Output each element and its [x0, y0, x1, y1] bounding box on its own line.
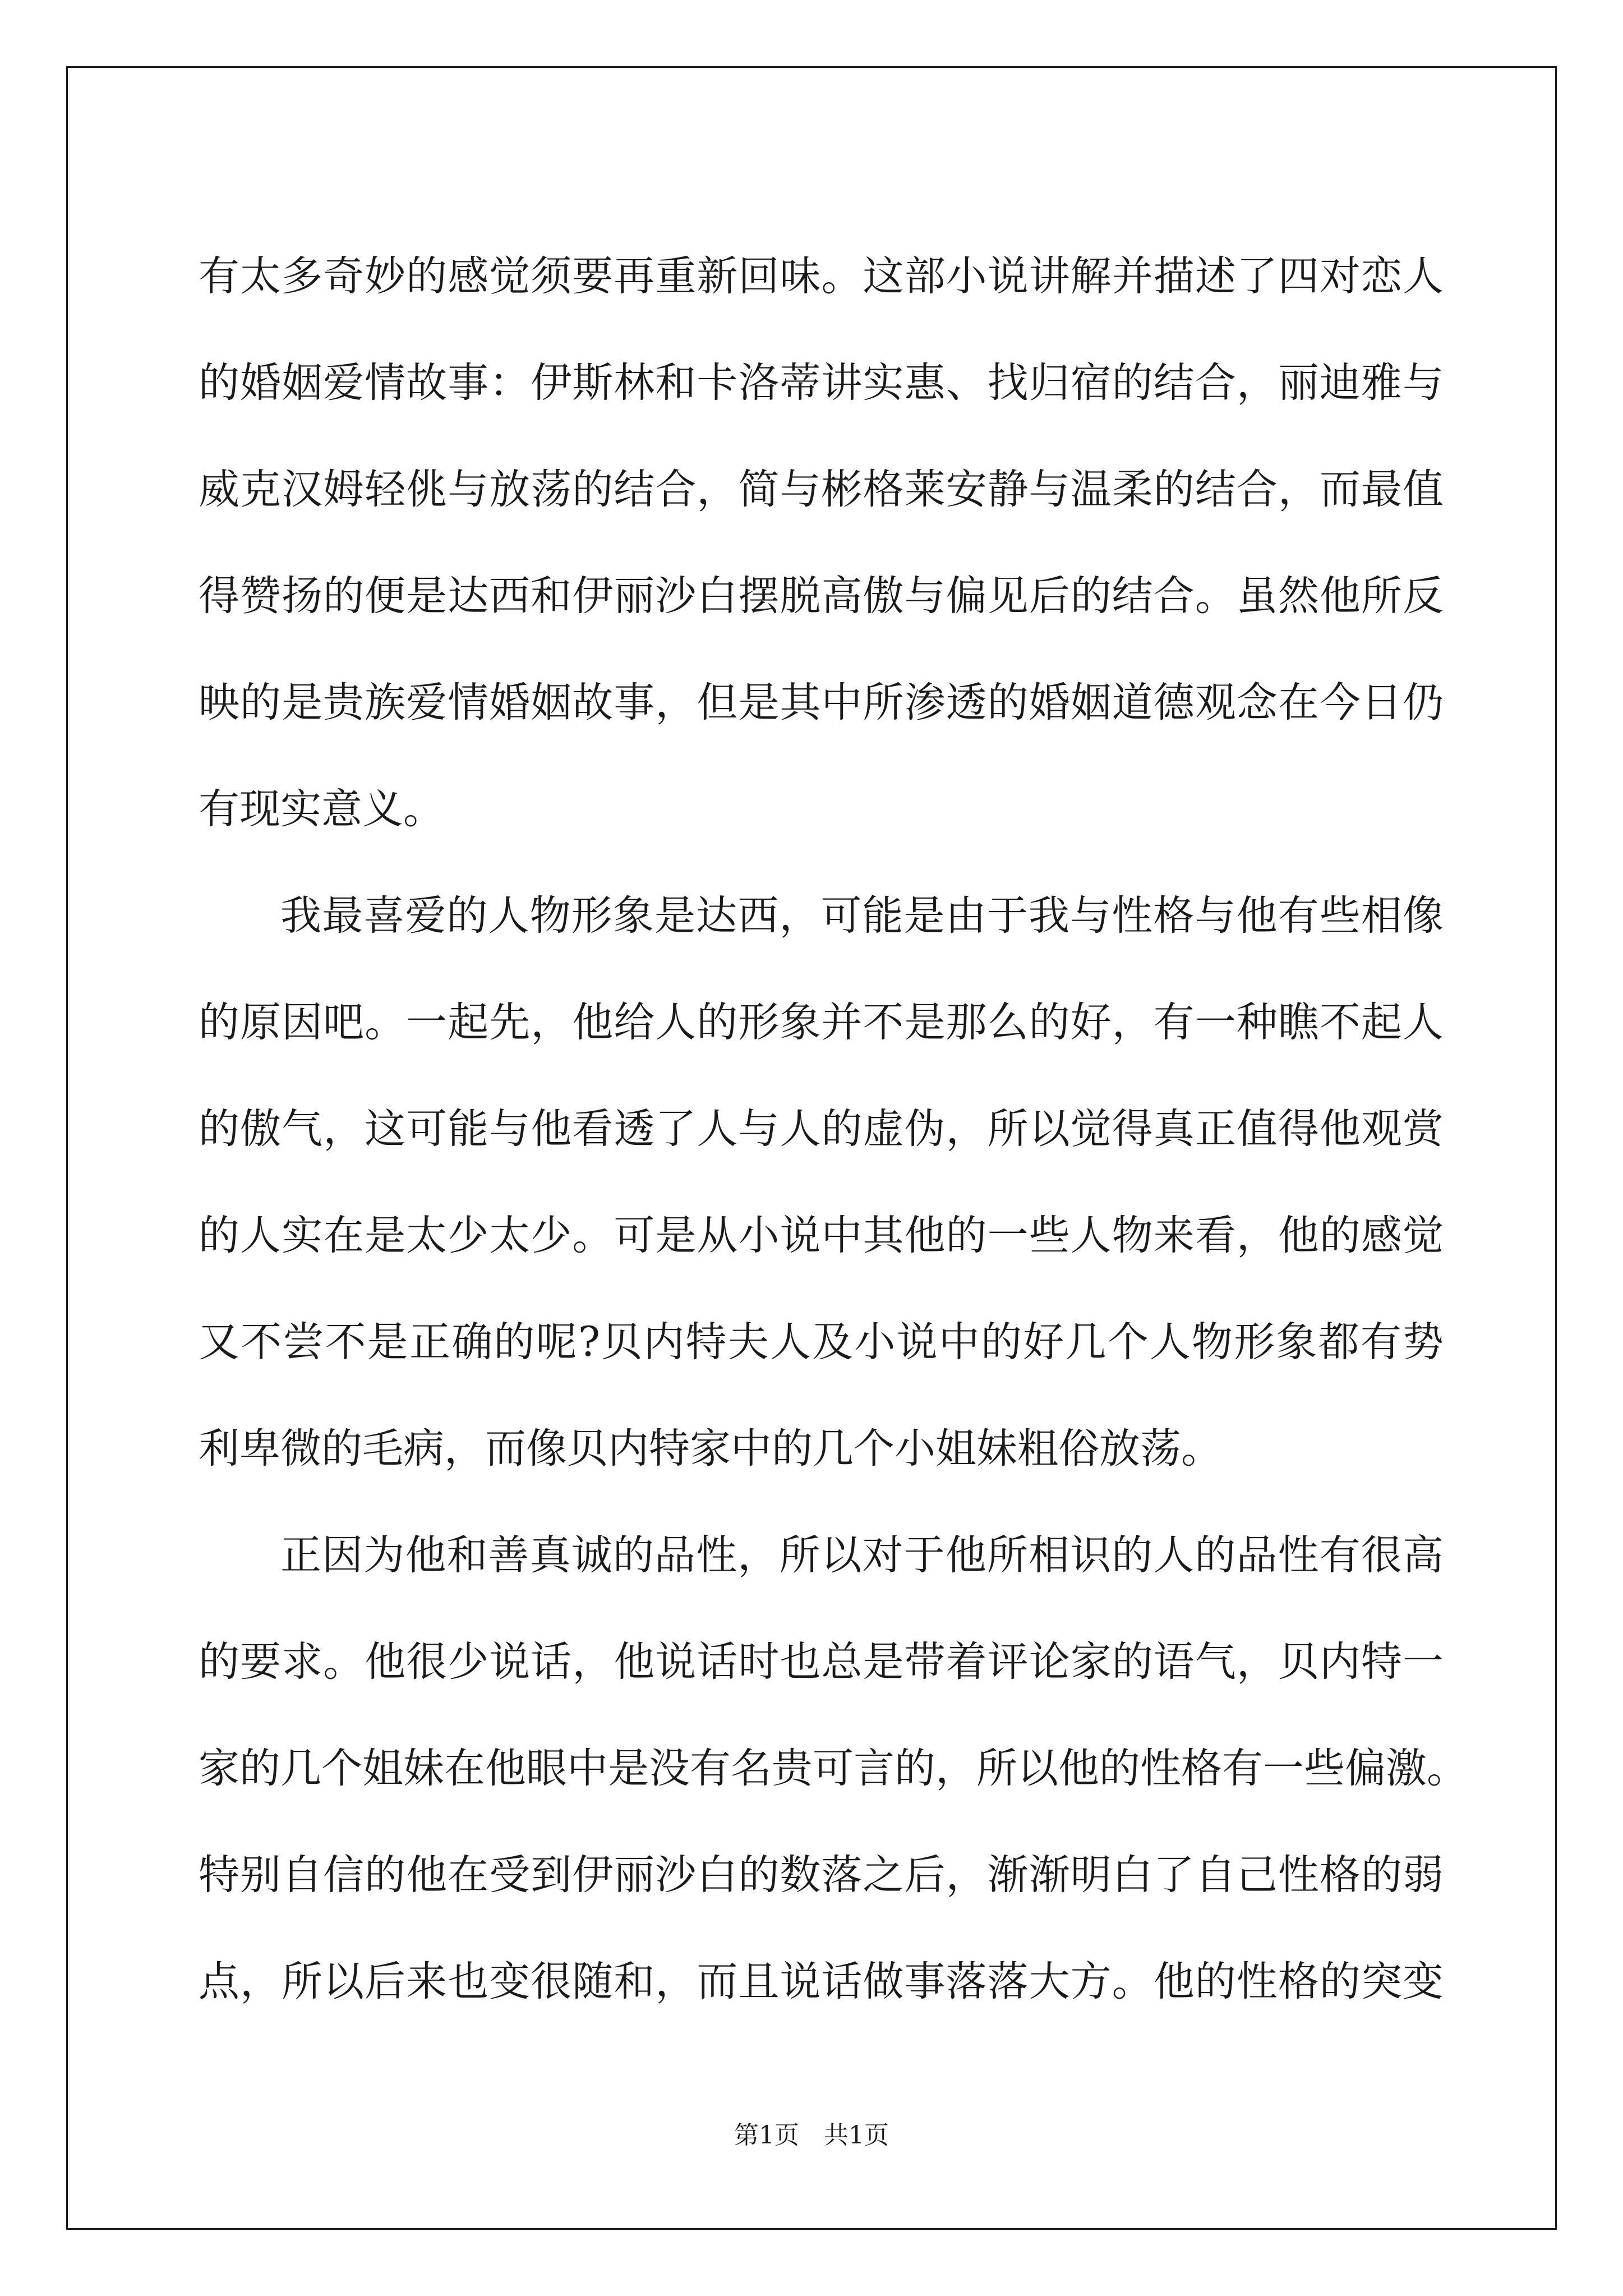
text-line-content: 利卑微的毛病，而像贝内特家中的几个小姐妹粗俗放荡。: [199, 1424, 1222, 1473]
text-line-content: 点，所以后来也变很随和，而且说话做事落落大方。他的性格的突变: [199, 1957, 1444, 2005]
text-line: [199, 645, 1444, 752]
text-line-content: 我最喜爱的人物形象是达西，可能是由于我与性格与他有些相像: [280, 891, 1444, 940]
text-line: [199, 1604, 1444, 1711]
text-line: [199, 1391, 1444, 1498]
text-line: [199, 432, 1444, 539]
text-line: [199, 858, 1444, 965]
text-line-content: 又不尝不是正确的呢?贝内特夫人及小说中的好几个人物形象都有势: [199, 1318, 1444, 1366]
text-line-content: 特别自信的他在受到伊丽沙白的数落之后，渐渐明白了自己性格的弱: [199, 1851, 1444, 1899]
text-line-content: 的原因吧。一起先，他给人的形象并不是那么的好，有一种瞧不起人: [199, 998, 1444, 1046]
text-line: [199, 539, 1444, 645]
page-footer: 第1页 共1页: [734, 2121, 889, 2150]
text-line: [199, 1818, 1444, 1924]
text-line: [199, 1071, 1444, 1178]
text-line: [199, 1924, 1444, 2031]
text-line: [199, 752, 1444, 858]
text-line-content: 有太多奇妙的感觉须要再重新回味。这部小说讲解并描述了四对恋人: [199, 252, 1444, 300]
text-line-content: 家的几个姐妹在他眼中是没有名贵可言的，所以他的性格有一些偏激。: [199, 1744, 1468, 1792]
text-line: [199, 965, 1444, 1071]
text-line-content: 映的是贵族爱情婚姻故事，但是其中所渗透的婚姻道德观念在今日仍: [199, 678, 1444, 726]
text-line-content: 有现实意义。: [199, 785, 444, 833]
text-line-content: 正因为他和善真诚的品性，所以对于他所相识的人的品性有很高: [280, 1531, 1444, 1579]
text-line: [199, 1498, 1444, 1604]
text-line-content: 威克汉姆轻佻与放荡的结合，简与彬格莱安静与温柔的结合，而最值: [199, 465, 1444, 513]
body-text: [199, 219, 1468, 2031]
text-line: [199, 1178, 1444, 1285]
text-line-content: 得赞扬的便是达西和伊丽沙白摆脱高傲与偏见后的结合。虽然他所反: [199, 572, 1444, 620]
text-line-content: 的人实在是太少太少。可是从小说中其他的一些人物来看，他的感觉: [199, 1211, 1444, 1259]
text-line: [199, 219, 1444, 325]
text-line-content: 的要求。他很少说话，他说话时也总是带着评论家的语气，贝内特一: [199, 1637, 1444, 1686]
text-line-content: 的婚姻爱情故事：伊斯林和卡洛蒂讲实惠、找归宿的结合，丽迪雅与: [199, 358, 1444, 407]
text-line-content: 的傲气，这可能与他看透了人与人的虚伪，所以觉得真正值得他观赏: [199, 1105, 1444, 1153]
text-line: [199, 1285, 1444, 1391]
text-line: [199, 1711, 1468, 1818]
text-line: [199, 325, 1444, 432]
